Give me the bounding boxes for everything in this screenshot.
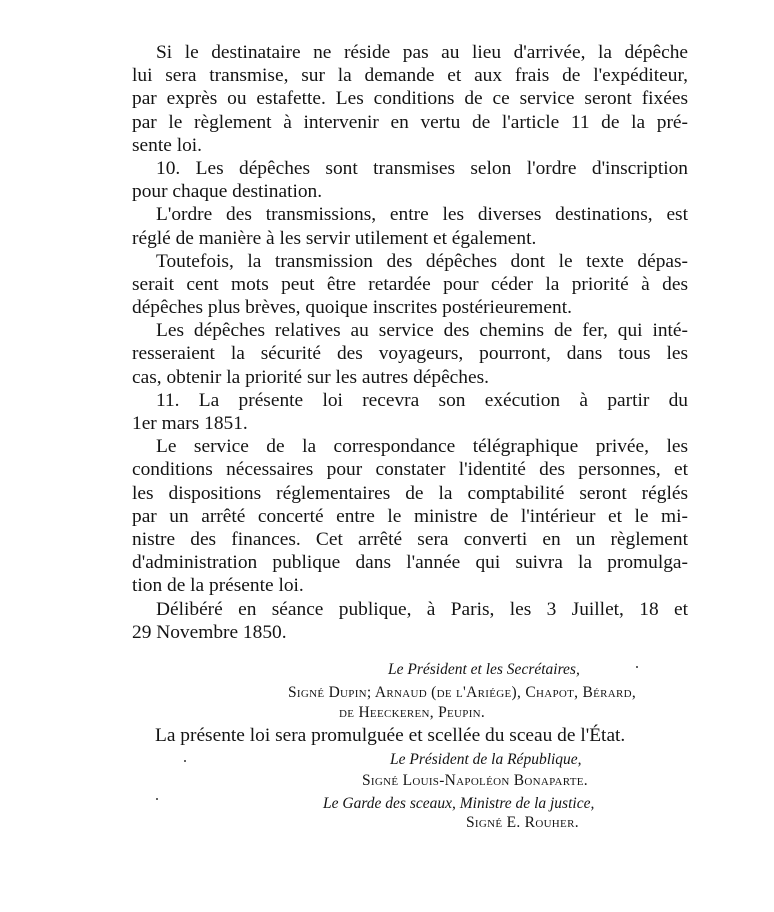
deliberation-line: Délibéré en séance publique, à Paris, les 3 Juillet, 18 et	[156, 598, 688, 620]
law-text	[132, 41, 688, 644]
text-line: pour chaque destination.	[132, 181, 323, 203]
text-line: par un arrêté concerté entre le ministre de l'intérieur et le mi-	[132, 505, 688, 527]
article-11-heading: 11. La présente loi recevra son exécution à partir du	[156, 389, 688, 411]
text-line: les dispositions réglementaires de la comptabilité seront réglés	[132, 482, 688, 504]
text-line: resseraient la sécurité des voyageurs, pourront, dans tous les	[132, 343, 688, 365]
text-line: cas, obtenir la priorité sur les autres dépêches.	[132, 366, 489, 388]
text-line: conditions nécessaires pour constater l'identité des personnes, et	[132, 459, 688, 481]
ink-speck-icon	[184, 760, 186, 762]
promulgation-line: La présente loi sera promulguée et scellée du sceau de l'État.	[155, 725, 626, 746]
text-line: serait cent mots peut être retardée pour céder la priorité à des	[132, 273, 688, 295]
text-line: d'administration publique dans l'année qui suivra la promulga-	[132, 552, 688, 574]
assembly-title: Le Président et les Secrétaires,	[388, 661, 580, 678]
text-line: 1er mars 1851.	[132, 413, 248, 434]
president-signature: Signé Louis-Napoléon Bonaparte.	[362, 772, 588, 789]
text-line: réglé de manière à les servir utilement et également.	[132, 227, 537, 249]
ink-speck-icon	[156, 798, 158, 800]
article-10-heading: 10. Les dépêches sont transmises selon l'ordre d'inscription	[156, 157, 688, 179]
deliberation-date: 29 Novembre 1850.	[132, 621, 287, 643]
assembly-signatories: Signé Dupin; Arnaud (de l'Ariége), Chapot, Bérard,	[288, 684, 637, 701]
text-line: par le règlement à intervenir en vertu de l'article 11 de la pré-	[132, 111, 688, 133]
text-line: tion de la présente loi.	[132, 575, 304, 597]
text-line: par exprès ou estafette. Les conditions de ce service seront fixées	[132, 88, 688, 110]
text-line: dépêches plus brèves, quoique inscrites postérieurement.	[132, 297, 572, 319]
text-line: Toutefois, la transmission des dépêches dont le texte dépas-	[156, 250, 688, 272]
text-line: Le service de la correspondance télégraphique privée, les	[156, 436, 688, 458]
minister-signature: Signé E. Rouher.	[466, 814, 579, 831]
minister-title: Le Garde des sceaux, Ministre de la justice,	[323, 795, 595, 812]
text-line: L'ordre des transmissions, entre les diverses destinations, est	[156, 204, 688, 226]
text-line: nistre des finances. Cet arrêté sera converti en un règlement	[132, 528, 688, 550]
president-title: Le Président de la République,	[390, 751, 582, 768]
text-line: lui sera transmise, sur la demande et aux frais de l'expéditeur,	[132, 65, 688, 87]
assembly-signatories-cont: de Heeckeren, Peupin.	[339, 704, 486, 721]
text-line: sente loi.	[132, 134, 203, 156]
text-line: Si le destinataire ne réside pas au lieu d'arrivée, la dépêche	[156, 42, 688, 63]
text-line: Les dépêches relatives au service des chemins de fer, qui inté-	[156, 320, 688, 342]
ink-speck-icon	[636, 666, 638, 668]
